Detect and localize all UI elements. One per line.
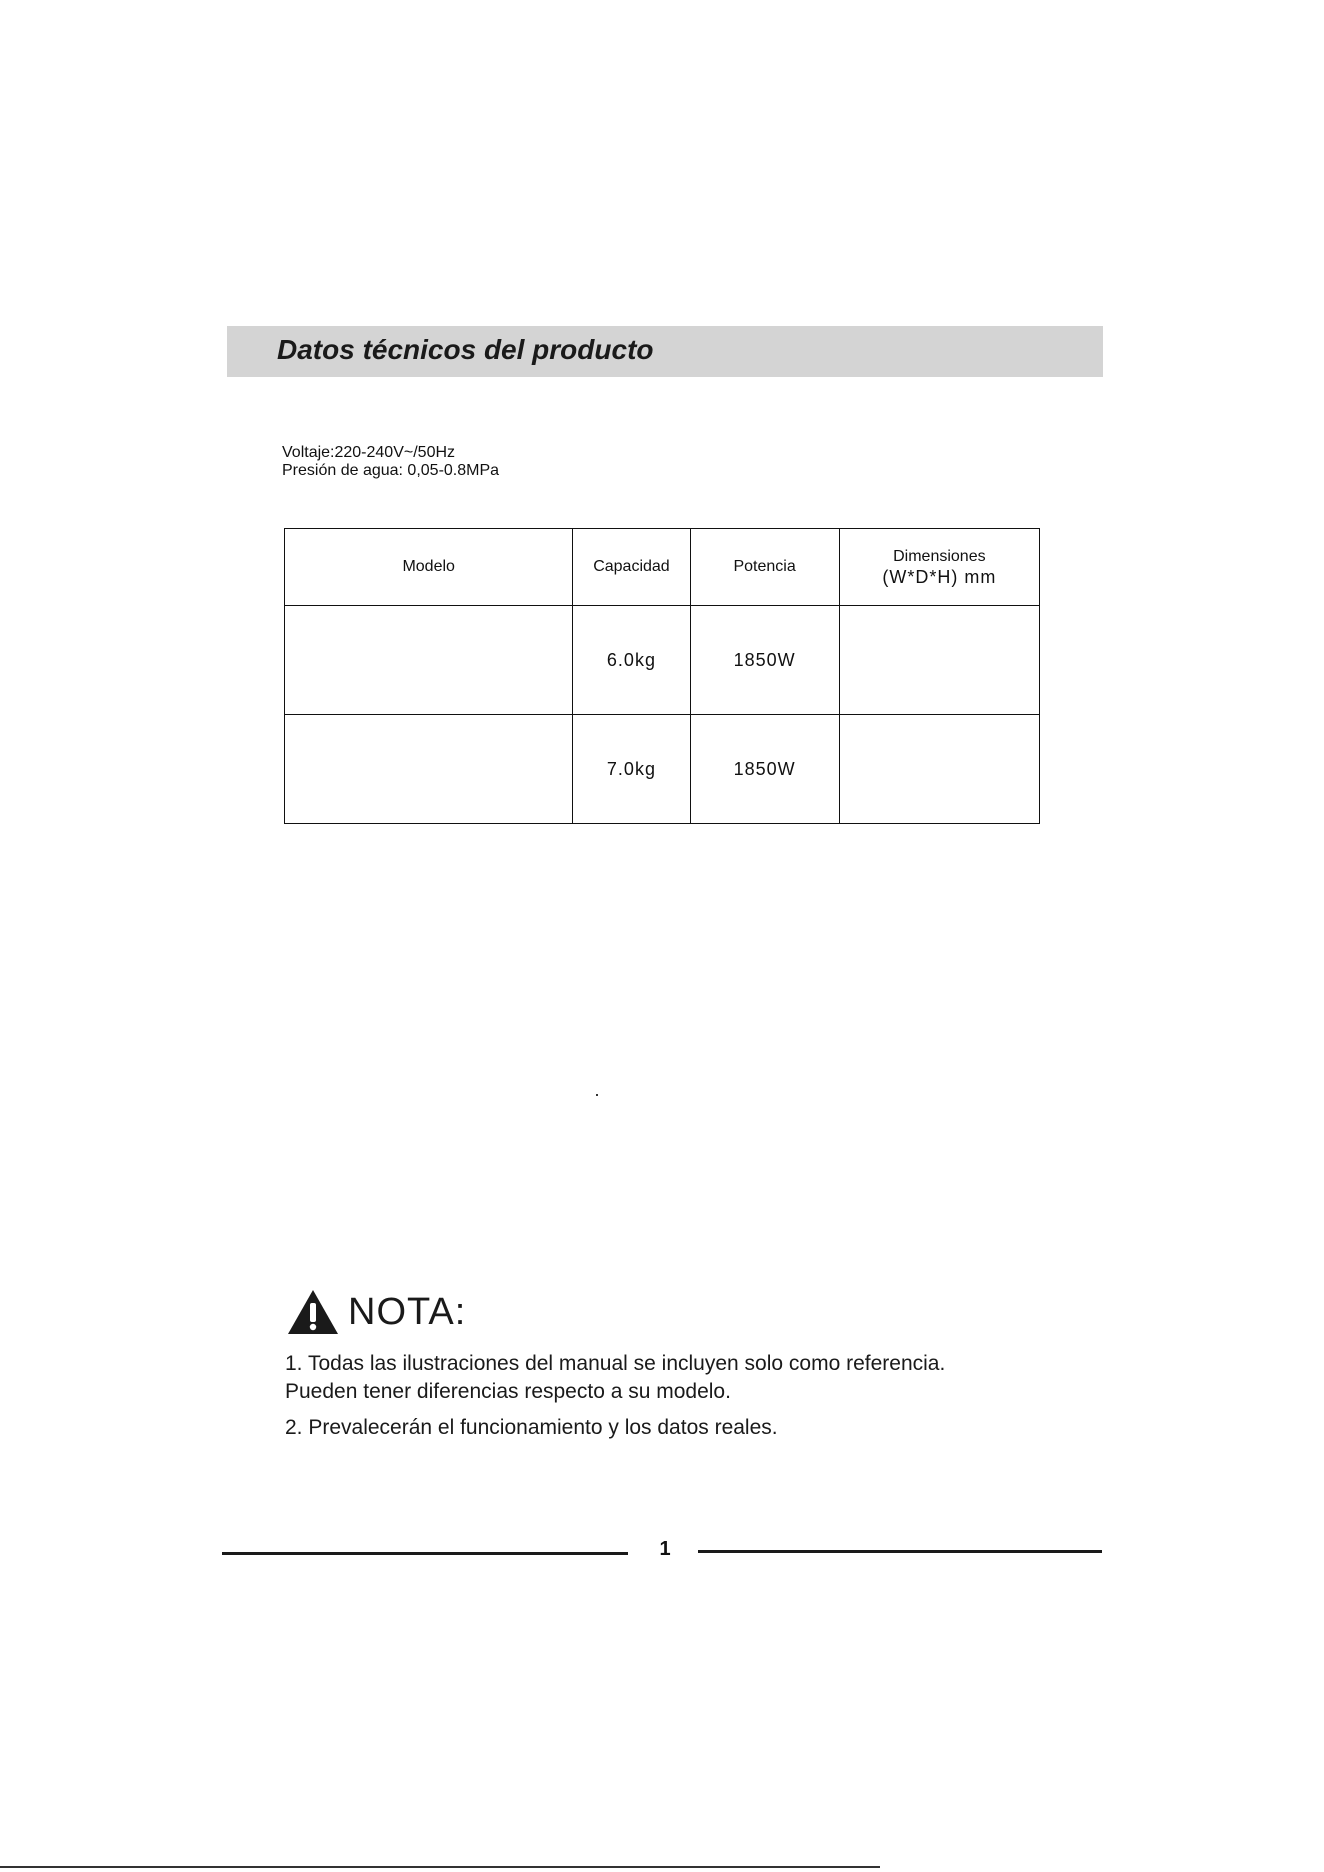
water-pressure-spec: Presión de agua: 0,05-0.8MPa — [282, 462, 500, 479]
section-title: Datos técnicos del producto — [277, 334, 654, 365]
cell-power: 1850W — [690, 606, 839, 715]
nota-heading — [286, 1288, 466, 1336]
cell-dimensions — [839, 606, 1039, 715]
cell-model — [285, 606, 573, 715]
header-power: Potencia — [690, 529, 839, 606]
stray-dot — [596, 1094, 598, 1096]
voltage-spec: Voltaje:220-240V~/50Hz — [282, 444, 456, 461]
table-header-row — [285, 529, 1040, 606]
section-title-bar — [227, 326, 1103, 377]
note-2: 2. Prevalecerán el funcionamiento y los datos reales. — [285, 1416, 778, 1439]
header-dimensions-unit: (W*D*H) mm — [882, 567, 997, 587]
product-spec-table — [284, 528, 1040, 824]
header-model: Modelo — [285, 529, 573, 606]
note-1-line-2: Pueden tener diferencias respecto a su modelo. — [285, 1380, 731, 1403]
cell-capacity: 6.0kg — [573, 606, 690, 715]
table-row — [285, 715, 1040, 824]
bottom-edge-rule — [0, 1866, 880, 1868]
cell-power: 1850W — [690, 715, 839, 824]
warning-icon — [286, 1288, 340, 1336]
nota-title: NOTA: — [348, 1290, 467, 1333]
footer-rule-left — [222, 1552, 628, 1555]
page-number: 1 — [659, 1538, 671, 1560]
note-1-line-1: 1. Todas las ilustraciones del manual se incluyen solo como referencia. — [285, 1352, 946, 1375]
footer-rule-right — [698, 1550, 1102, 1553]
header-capacity: Capacidad — [573, 529, 690, 606]
cell-dimensions — [839, 715, 1039, 824]
cell-model — [285, 715, 573, 824]
spec-list — [282, 444, 499, 480]
header-dimensions — [839, 529, 1039, 606]
header-dimensions-label: Dimensiones — [893, 548, 986, 565]
cell-capacity: 7.0kg — [573, 715, 690, 824]
table-row — [285, 606, 1040, 715]
notes-list — [285, 1350, 945, 1442]
